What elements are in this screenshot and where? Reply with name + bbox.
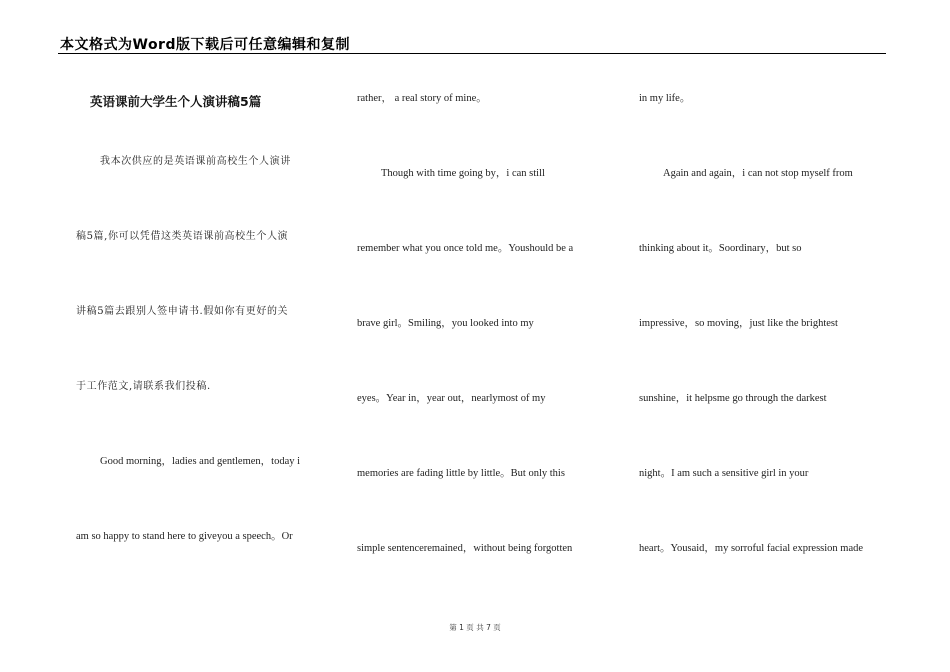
text-line: 讲稿5篇去跟别人签申请书.假如你有更好的关 [76, 306, 289, 317]
text-line: 稿5篇,你可以凭借这类英语课前高校生个人演 [76, 231, 289, 242]
text-line: am so happy to stand here to giveyou a speech。Or [76, 531, 293, 542]
text-line: rather， a real story of mine。 [357, 93, 487, 104]
text-line: night。I am such a sensitive girl in your [639, 468, 809, 479]
text-line: heart。Yousaid，my sorroful facial expression made [639, 543, 864, 554]
document-title: 英语课前大学生个人演讲稿5篇 [90, 94, 262, 109]
text-line: thinking about it。Soordinary，but so [639, 243, 802, 254]
text-line: Good morning，ladies and gentlemen，today i [100, 456, 301, 467]
text-line: simple sentenceremained，without being forgotten [357, 543, 573, 554]
text-line: 我本次供应的是英语课前高校生个人演讲 [100, 156, 291, 167]
text-line: sunshine，it helpsme go through the darkest [639, 393, 827, 404]
text-line: 于工作范文,请联系我们投稿. [76, 381, 211, 392]
text-line: Though with time going by，i can still [381, 168, 545, 179]
text-line: in my life。 [639, 93, 691, 104]
text-line: remember what you once told me。Youshould be a [357, 243, 574, 254]
page-number: 第 1 页 共 7 页 [449, 623, 501, 632]
text-line: memories are fading little by little。But only this [357, 468, 565, 479]
text-line: Again and again，i can not stop myself from [663, 168, 853, 179]
text-line: brave girl。Smiling，you looked into my [357, 318, 534, 329]
text-line: impressive，so moving，just like the brightest [639, 318, 838, 329]
header-divider [58, 53, 886, 54]
text-line: eyes。Year in，year out，nearlymost of my [357, 393, 546, 404]
header-title: 本文格式为Word版下载后可任意编辑和复制 [60, 37, 350, 53]
